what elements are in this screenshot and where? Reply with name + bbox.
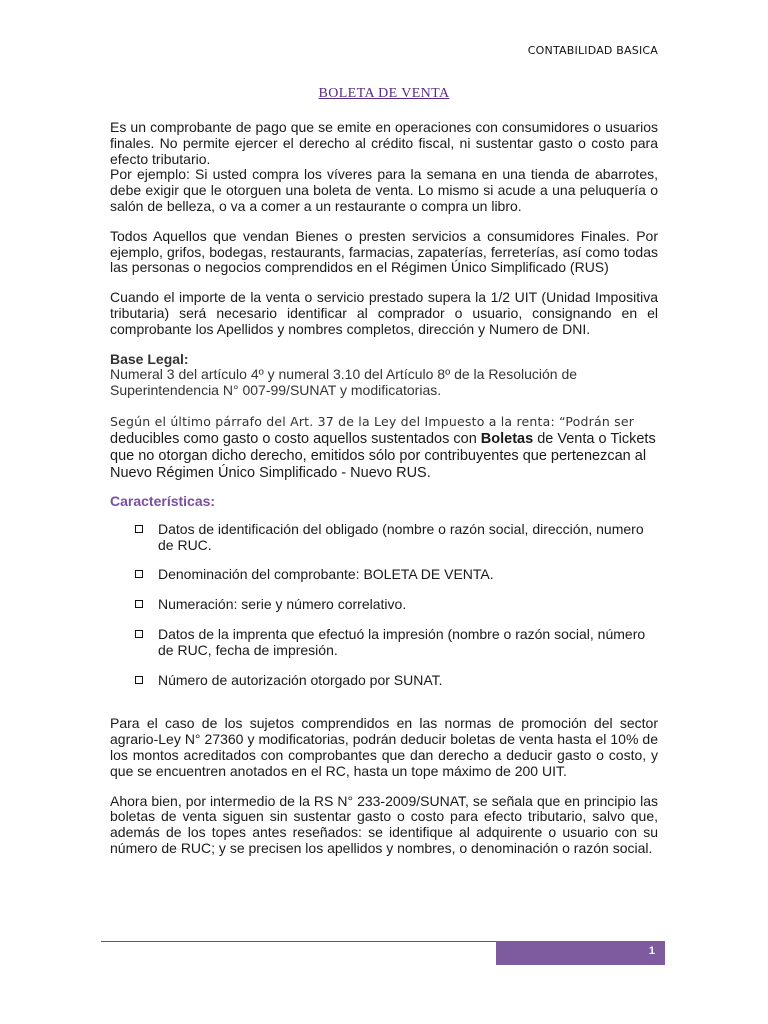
list-item — [110, 597, 658, 613]
issuers-paragraph: Todos Aquellos que vendan Bienes o presten servicios a consumidores Finales. Por ejemplo, grifos, bodegas, restaurants, farmacias, zapaterías, ferreterías, así como todas las personas o negocios comprendidos en el Régimen Único Simplificado (RUS) — [110, 227, 658, 276]
page-title: BOLETA DE VENTA — [318, 86, 450, 101]
feature-text: Numeración: serie y número correlativo. — [158, 596, 407, 613]
list-item — [110, 522, 658, 554]
quote-text-end: de Venta o Tickets que no otorgan dicho derecho, emitidos sólo por contribuyentes que pertenezcan al Nuevo Régimen Único Simplificado - Nuevo RUS. — [110, 430, 656, 481]
list-item — [110, 627, 658, 659]
document-body — [110, 120, 658, 871]
page-number: 1 — [648, 945, 655, 957]
feature-text: Denominación del comprobante: BOLETA DE VENTA. — [158, 566, 494, 583]
quote-intro: Según el último párrafo del Art. 37 de la Ley del Impuesto a la renta: “Podrán ser — [110, 413, 635, 429]
features-list — [110, 522, 658, 689]
list-item — [110, 673, 658, 689]
income-tax-quote — [110, 413, 658, 482]
quote-bold-term: Boletas — [480, 430, 534, 447]
features-heading: Características: — [110, 492, 216, 509]
feature-text: Número de autorización otorgado por SUNAT. — [158, 671, 443, 688]
checkbox-bullet-icon — [135, 676, 143, 684]
identification-paragraph: Cuando el importe de la venta o servicio prestado supera la 1/2 UIT (Unidad Impositiva tributaria) será necesario identificar al comprador o usuario, consignando en el comprobante los Apellidos y nombres completos, dirección y Numero de DNI. — [110, 289, 658, 337]
checkbox-bullet-icon — [135, 600, 143, 608]
legal-basis-text: Numeral 3 del artículo 4º y numeral 3.10 del Artículo 8º de la Resolución de Superintendencia N° 007-99/SUNAT y modificatorias. — [110, 366, 578, 399]
quote-text-start: deducibles como gasto o costo aquellos sustentados con — [110, 430, 481, 447]
page-number-box — [496, 941, 665, 965]
agrarian-sector-paragraph: Para el caso de los sujetos comprendidos en las normas de promoción del sector agrario-Ley N° 27360 y modificatorias, podrán deducir boletas de venta hasta el 10% de los montos acreditados con comprobantes que dan derecho a deducir gasto o costo, y que se encuentren anotados en el RC, hasta un tope máximo de 200 UIT. — [110, 715, 658, 779]
example-paragraph: Por ejemplo: Si usted compra los víveres para la semana en una tienda de abarrotes, debe exigir que le otorguen una boleta de venta. Lo mismo si acude a una peluquería o salón de belleza, o va a comer a un restaurante o compra un libro. — [110, 166, 658, 214]
list-item — [110, 567, 658, 583]
checkbox-bullet-icon — [135, 570, 143, 578]
feature-text: Datos de la imprenta que efectuó la impresión (nombre o razón social, número de RUC, fecha de impresión. — [158, 625, 646, 658]
definition-paragraph: Es un comprobante de pago que se emite en operaciones con consumidores o usuarios finales. No permite ejercer el derecho al crédito fiscal, ni sustentar gasto o costo para efecto tributario. — [110, 119, 658, 167]
feature-text: Datos de identificación del obligado (nombre o razón social, dirección, numero de RUC. — [158, 520, 644, 553]
sunat-resolution-paragraph: Ahora bien, por intermedio de la RS N° 233-2009/SUNAT, se señala que en principio las boletas de venta siguen sin sustentar gasto o costo para efecto tributario, salvo que, además de los topes antes reseñados: se identifique al adquirente o usuario con su número de RUC; y se precisen los apellidos y nombres, o denominación o razón social. — [110, 792, 658, 856]
checkbox-bullet-icon — [135, 630, 143, 638]
checkbox-bullet-icon — [135, 525, 143, 533]
legal-basis-heading: Base Legal: — [110, 350, 189, 367]
running-header: CONTABILIDAD BASICA — [527, 44, 658, 57]
